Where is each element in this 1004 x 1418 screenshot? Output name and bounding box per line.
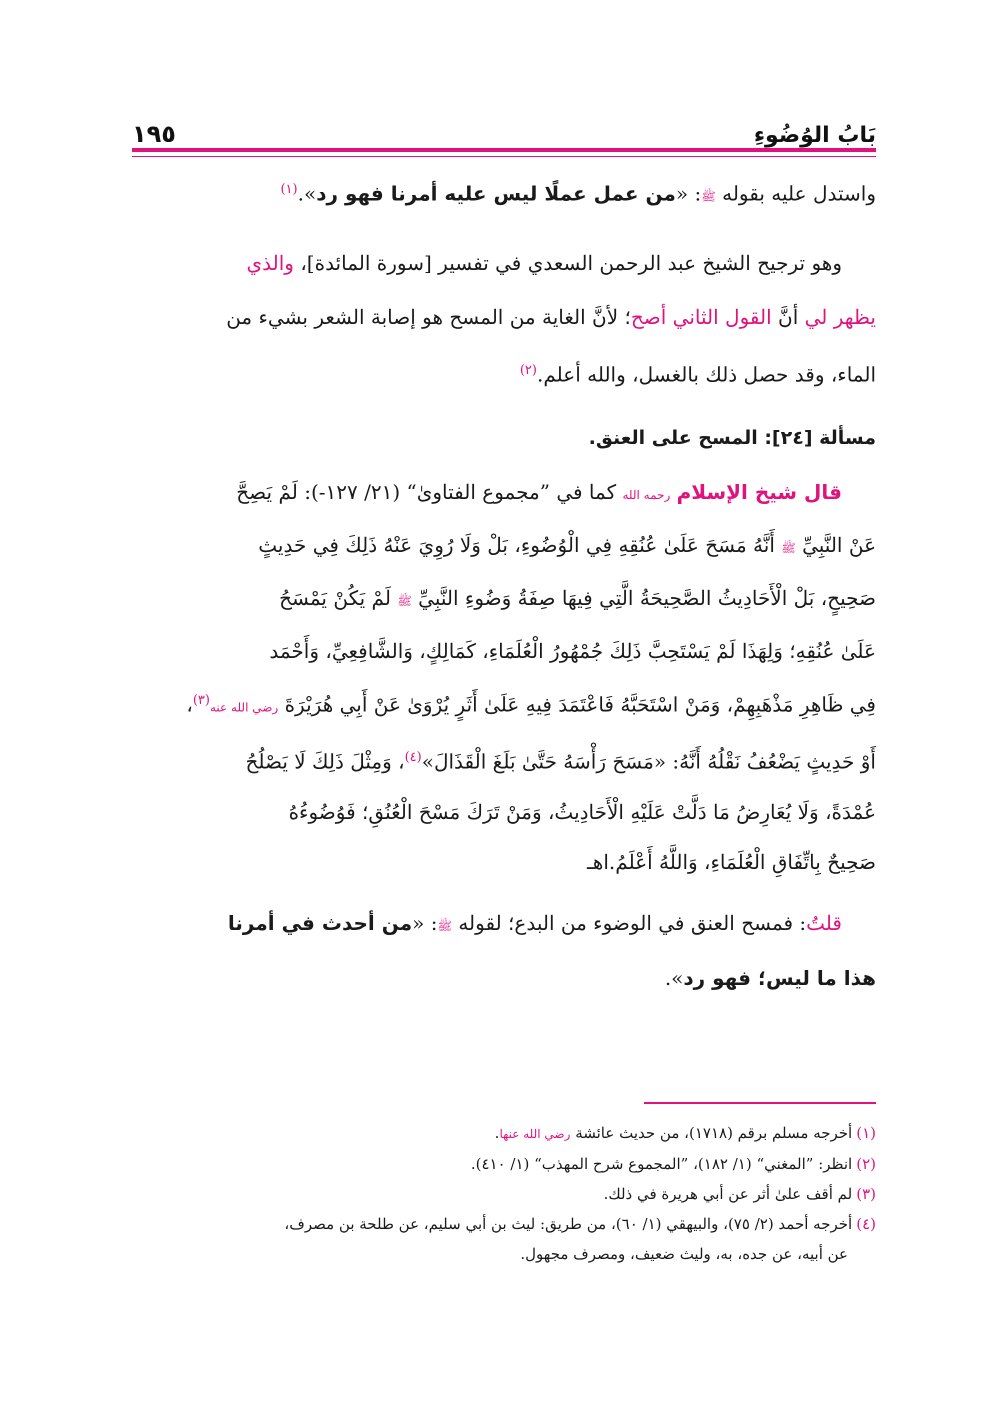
footnote-4: (٤)أخرجه أحمد (٢/ ٧٥)، والبيهقي (١/ ٦٠)، من طريق: ليث بن أبي سليم، عن طلحة بن مصرف، (284, 1215, 876, 1233)
p1-hadith: من عمل عملًا ليس عليه أمرنا فهو رد (316, 181, 676, 206)
p5-line1: : فمسح العنق في الوضوء من البدع؛ لقوله (458, 910, 807, 935)
paragraph-5 (132, 897, 876, 1004)
section-heading: مسألة [٢٤]: المسح على العنق. (588, 427, 876, 450)
paragraph-2 (132, 236, 876, 402)
p4-line1: كما في ”مجموع الفتاوىٰ“ (٢١/ ١٢٧-): لَمْ يَصِحَّ (236, 480, 623, 505)
p4-line5-end: ، (186, 692, 193, 717)
page-number: ١٩٥ (132, 120, 176, 148)
page-header (132, 108, 876, 148)
paragraph-4 (132, 467, 876, 886)
p2-line2-pink-a: يظهر لي (804, 304, 876, 329)
p4-line6-a: أَوْ حَدِيثٍ يَضْعُفُ نَقْلُهُ أَنَّهُ: «مَسَحَ رَأْسَهُ حَتَّىٰ بَلَغَ الْقَذَالَ» (421, 749, 876, 774)
p4-line2-b: أَنَّهُ مَسَحَ عَلَىٰ عُنُقِهِ فِي الْوُضُوءِ، بَلْ وَلَا رُوِيَ عَنْهُ ذَلِكَ فِي حَدِيثٍ (258, 533, 782, 558)
footnote-3: (٣)لم أقف علىٰ أثر عن أبي هريرة في ذلك. (603, 1185, 876, 1203)
footnotes (132, 1118, 876, 1269)
p4-line3-a: صَحِيحٍ، بَلْ الْأَحَادِيثُ الصَّحِيحَةُ الَّتِي فِيهَا صِفَةُ وَضُوءِ النَّبِيِّ (418, 586, 876, 611)
p4-line5-a: فِي ظَاهِرِ مَذْهَبِهِمْ، وَمَنْ اسْتَحَبَّهُ فَاعْتَمَدَ فِيهِ عَلَىٰ أَثَرٍ يُرْوَىٰ عَنْ أَبِي هُرَيْرَةَ (284, 692, 876, 717)
p4-line8: صَحِيحٌ بِاتِّفَاقِ الْعُلَمَاءِ، وَاللَّهُ أَعْلَمُ.اهـ (586, 849, 876, 874)
p5-hadith-line1: من أحدث في أمرنا (227, 910, 413, 935)
salawat-icon: ﷺ (437, 918, 452, 933)
salawat-icon: ﷺ (397, 594, 412, 609)
p1-close: ». (297, 181, 317, 206)
radiyallah-icon: رضي الله عنها (499, 1127, 571, 1141)
footnote-separator (644, 1102, 876, 1104)
page-body (132, 165, 876, 1004)
footnote-ref-4: (٤) (404, 749, 422, 765)
p1-intro: واستدل عليه بقوله (722, 181, 876, 206)
radiyallah-icon: رضي الله عنه (209, 700, 279, 715)
p2-line1-pink: والذي (246, 250, 294, 275)
p1-colon: : « (675, 181, 702, 206)
footnote-2: (٢)انظر: ”المغني“ (١/ ١٨٢)، ”المجموع شرح المهذب“ (١/ ٤١٠). (470, 1155, 876, 1173)
p4-line7: عُمْدَةً، وَلَا يُعَارِضُ مَا دَلَّتْ عَلَيْهِ الْأَحَادِيثُ، وَمَنْ تَرَكَ مَسْحَ الْعُنُقِ؛ فَوُضُوءُهُ (288, 799, 876, 824)
p5-hadith-line2: هذا ما ليس؛ فهو رد (683, 965, 876, 990)
footnote-1: (١)أخرجه مسلم برقم (١٧١٨)، من حديث عائشة رضي الله عنها. (494, 1124, 876, 1142)
salawat-icon: ﷺ (781, 541, 796, 556)
chapter-title: بَابُ الوُضُوءِ (753, 123, 876, 148)
p5-open: : « (412, 910, 438, 935)
paragraph-1 (132, 165, 876, 222)
p2-line2-mid: أنَّ (771, 304, 805, 329)
p4-line4: عَلَىٰ عُنُقِهِ؛ وَلِهَذَا لَمْ يَسْتَحِبَّ ذَلِكَ جُمْهُورُ الْعُلَمَاءِ، كَمَالِكٍ، وَالشَّافِعِيِّ، وَأَحْمَد (269, 639, 876, 664)
footnote-4-continued: عن أبيه، عن جده، به، وليث ضعيف، ومصرف مجهول. (520, 1245, 848, 1263)
salawat-icon: ﷺ (701, 189, 716, 204)
header-rule-thick (132, 148, 876, 152)
p2-line3: الماء، وقد حصل ذلك بالغسل، والله أعلم. (536, 362, 876, 387)
header-rule-thin (132, 156, 876, 157)
footnote-ref-1: (١) (280, 182, 298, 197)
footnote-ref-3: (٣) (192, 693, 210, 709)
p4-speaker: قال شيخ الإسلام (676, 480, 842, 505)
p4-line2-a: عَنْ النَّبِيِّ (802, 533, 876, 558)
p2-line2-rest: ؛ لأنَّ الغاية من المسح هو إصابة الشعر بشيء من (226, 304, 631, 329)
p5-qultu: قلتُ (806, 910, 842, 935)
rahimahullah-icon: رحمه الله (622, 488, 671, 503)
p5-close: ». (664, 965, 684, 990)
p2-line1: وهو ترجيح الشيخ عبد الرحمن السعدي في تفسير [سورة المائدة]، (293, 250, 842, 275)
p4-line3-b: لَمْ يَكُنْ يَمْسَحُ (279, 586, 398, 611)
p2-line2-pink-b: القول الثاني أصح (630, 304, 772, 329)
p4-line6-b: ، وَمِثْلَ ذَلِكَ لَا يَصْلُحُ (245, 749, 405, 774)
footnote-ref-2: (٢) (519, 362, 537, 378)
